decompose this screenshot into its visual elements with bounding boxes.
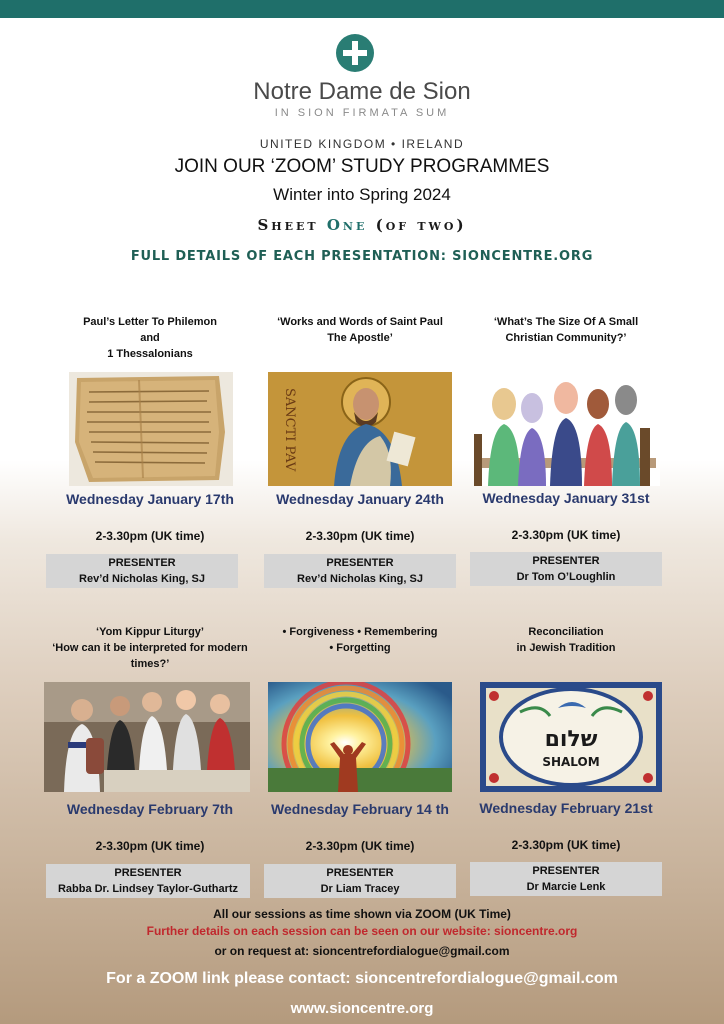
presenter-name: Rabba Dr. Lindsey Taylor-Guthartz [57, 883, 239, 895]
session-time: 2-3.30pm (UK time) [305, 839, 415, 853]
session-title: • Forgiveness • Remembering • Forgetting [282, 626, 438, 654]
session-date: Wednesday January 24th [276, 491, 444, 507]
session-date: Wednesday January 17th [66, 491, 234, 507]
session-date: Wednesday January 31st [482, 490, 650, 506]
presenter-box [46, 864, 250, 898]
footer-sessions-note: All our sessions as time shown via ZOOM (UK Time) [213, 907, 511, 921]
presenter-label: PRESENTER [108, 557, 176, 569]
papyrus-manuscript-image [69, 372, 233, 486]
people-at-table-image [474, 374, 660, 486]
shalom-plate-image [480, 682, 662, 792]
presenter-label: PRESENTER [326, 867, 394, 879]
session-time: 2-3.30pm (UK time) [95, 529, 205, 543]
presenter-name: Dr Liam Tracey [320, 883, 400, 895]
full-details-link[interactable]: FULL DETAILS OF EACH PRESENTATION: SIONCENTRE.ORG [130, 249, 594, 264]
presenter-label: PRESENTER [532, 555, 600, 567]
region-label: UNITED KINGDOM • IRELAND [259, 137, 465, 151]
footer-website-link[interactable]: www.sioncentre.org [290, 1000, 434, 1017]
torah-gathering-image [44, 682, 250, 792]
presenter-box [470, 862, 662, 896]
footer-website-note: Further details on each session can be seen on our website: sioncentre.org [146, 924, 578, 938]
sancti-pav-text: SANCTI PAV [282, 388, 297, 472]
session-title: ‘Yom Kippur Liturgy’ ‘How can it be interpreted for modern times?’ [52, 626, 248, 670]
footer-zoom-contact[interactable]: For a ZOOM link please contact: sioncentrefordialogue@gmail.com [106, 970, 618, 987]
session-title: Reconciliation in Jewish Tradition [516, 626, 616, 654]
presenter-box [264, 864, 456, 898]
presenter-name: Rev’d Nicholas King, SJ [79, 573, 205, 585]
sheet-number: One [326, 216, 368, 234]
presenter-label: PRESENTER [114, 867, 182, 879]
session-title: ‘What’s The Size Of A Small Christian Community?’ [493, 316, 639, 344]
presenter-name: Dr Marcie Lenk [526, 881, 606, 893]
sheet-prefix: Sheet [257, 216, 319, 234]
shalom-text: SHALOM [542, 755, 600, 769]
cross-icon [336, 34, 374, 72]
presenter-box [46, 554, 238, 588]
sheet-suffix: (of two) [375, 216, 467, 234]
presenter-box [470, 552, 662, 586]
shalom-hebrew-text: שלום [544, 727, 598, 752]
programme-subheading: Winter into Spring 2024 [273, 185, 451, 204]
programme-heading: JOIN OUR ‘ZOOM’ STUDY PROGRAMMES [174, 156, 550, 177]
presenter-box [264, 554, 456, 588]
session-date: Wednesday February 14 th [271, 801, 449, 817]
session-time: 2-3.30pm (UK time) [95, 839, 205, 853]
session-title: ‘Works and Words of Saint Paul The Apostle’ [277, 316, 443, 344]
organization-name: Notre Dame de Sion [253, 78, 471, 105]
presenter-label: PRESENTER [326, 557, 394, 569]
presenter-name: Rev’d Nicholas King, SJ [297, 573, 423, 585]
session-title: Paul’s Letter To Philemon and 1 Thessalonians [83, 316, 217, 360]
presenter-label: PRESENTER [532, 865, 600, 877]
rainbow-sunrise-image [268, 682, 452, 792]
session-date: Wednesday February 21st [479, 800, 653, 816]
session-time: 2-3.30pm (UK time) [511, 838, 621, 852]
footer-email-request[interactable]: or on request at: sioncentrefordialogue@gmail.com [214, 944, 510, 958]
session-date: Wednesday February 7th [66, 801, 234, 817]
saint-paul-image [268, 372, 452, 486]
session-time: 2-3.30pm (UK time) [511, 528, 621, 542]
top-bar [0, 0, 724, 18]
session-time: 2-3.30pm (UK time) [305, 529, 415, 543]
sheet-label [0, 216, 724, 234]
organization-motto: IN SION FIRMATA SUM [274, 107, 450, 119]
presenter-name: Dr Tom O’Loughlin [516, 571, 616, 583]
